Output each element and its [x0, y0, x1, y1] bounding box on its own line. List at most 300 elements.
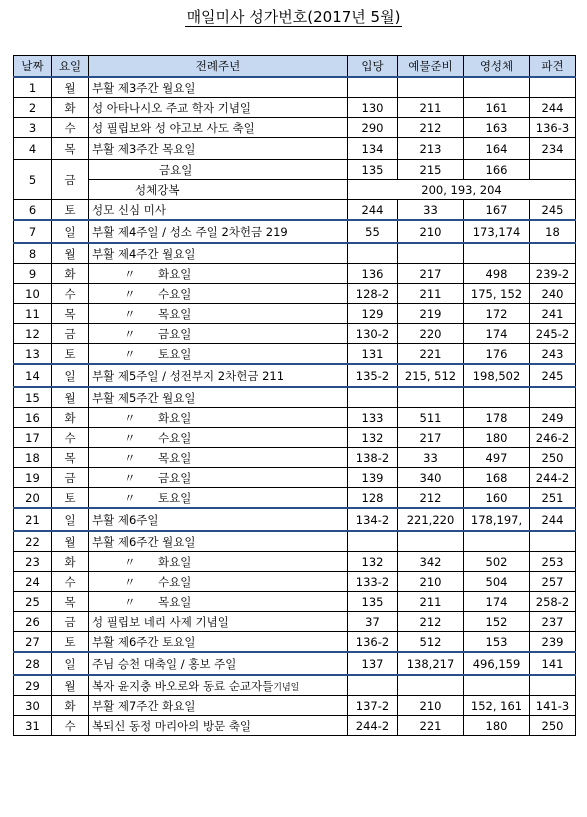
table-row — [14, 468, 576, 488]
table-row — [14, 138, 576, 160]
dismissal-cell — [530, 387, 576, 408]
entrance-cell: 37 — [348, 612, 398, 632]
date-cell: 26 — [14, 612, 52, 632]
communion-cell — [464, 531, 530, 552]
dismissal-cell — [530, 675, 576, 696]
table-row — [14, 408, 576, 428]
liturgy-name: 부활 제5주간 월요일 — [92, 390, 196, 405]
weekday-cell: 금 — [52, 324, 89, 344]
liturgy-name: 수요일 — [158, 430, 192, 445]
communion-cell: 176 — [464, 344, 530, 365]
date-cell: 14 — [14, 364, 52, 387]
liturgy-cell — [89, 468, 348, 488]
date-cell: 12 — [14, 324, 52, 344]
header-entrance: 입당 — [348, 56, 398, 78]
communion-cell: 502 — [464, 552, 530, 572]
table-row — [14, 264, 576, 284]
offertory-cell: 212 — [398, 612, 464, 632]
date-cell: 28 — [14, 652, 52, 675]
entrance-cell: 244 — [348, 200, 398, 221]
entrance-cell — [348, 77, 398, 98]
table-row — [14, 77, 576, 98]
offertory-cell: 211 — [398, 284, 464, 304]
ditto-mark: 〃 — [124, 410, 136, 425]
communion-cell — [464, 77, 530, 98]
liturgy-cell — [89, 531, 348, 552]
entrance-cell — [348, 387, 398, 408]
ditto-mark: 〃 — [124, 326, 136, 341]
entrance-cell: 290 — [348, 118, 398, 138]
entrance-cell: 133-2 — [348, 572, 398, 592]
benediction-hymns-cell: 200, 193, 204 — [348, 180, 576, 200]
date-cell: 4 — [14, 138, 52, 160]
offertory-cell: 219 — [398, 304, 464, 324]
liturgy-name: 목요일 — [158, 306, 192, 321]
liturgy-cell — [89, 675, 348, 696]
dismissal-cell: 250 — [530, 716, 576, 736]
liturgy-cell — [89, 428, 348, 448]
liturgy-cell-2: 성체강복 — [89, 180, 348, 200]
offertory-cell: 215 — [398, 160, 464, 180]
weekday-cell: 토 — [52, 200, 89, 221]
date-cell: 22 — [14, 531, 52, 552]
entrance-cell: 137-2 — [348, 696, 398, 716]
weekday-cell: 토 — [52, 344, 89, 365]
liturgy-cell — [89, 364, 348, 387]
date-cell: 15 — [14, 387, 52, 408]
entrance-cell: 135 — [348, 592, 398, 612]
liturgy-name: 성모 신심 미사 — [92, 202, 166, 217]
liturgy-cell — [89, 243, 348, 264]
weekday-cell: 일 — [52, 652, 89, 675]
liturgy-cell — [89, 200, 348, 221]
weekday-cell: 토 — [52, 488, 89, 509]
weekday-cell: 목 — [52, 592, 89, 612]
offertory-cell — [398, 675, 464, 696]
communion-cell: 178,197, — [464, 508, 530, 531]
communion-cell: 496,159 — [464, 652, 530, 675]
offertory-cell: 215, 512 — [398, 364, 464, 387]
date-cell: 24 — [14, 572, 52, 592]
liturgy-cell: 금요일 — [89, 160, 348, 180]
communion-cell: 167 — [464, 200, 530, 221]
weekday-cell: 월 — [52, 77, 89, 98]
liturgy-cell — [89, 118, 348, 138]
weekday-cell: 수 — [52, 118, 89, 138]
weekday-cell: 토 — [52, 632, 89, 653]
date-cell: 7 — [14, 220, 52, 243]
communion-cell: 172 — [464, 304, 530, 324]
date-cell: 20 — [14, 488, 52, 509]
weekday-cell: 월 — [52, 387, 89, 408]
entrance-cell: 134 — [348, 138, 398, 160]
table-row — [14, 612, 576, 632]
dismissal-cell — [530, 531, 576, 552]
communion-cell — [464, 387, 530, 408]
weekday-cell: 목 — [52, 448, 89, 468]
weekday-cell: 수 — [52, 284, 89, 304]
ditto-mark: 〃 — [124, 266, 136, 281]
communion-cell: 160 — [464, 488, 530, 509]
liturgy-cell — [89, 324, 348, 344]
entrance-cell: 131 — [348, 344, 398, 365]
offertory-cell: 221 — [398, 344, 464, 365]
communion-cell: 178 — [464, 408, 530, 428]
liturgy-name: 수요일 — [158, 286, 192, 301]
offertory-cell: 220 — [398, 324, 464, 344]
header-row — [14, 56, 576, 78]
liturgy-cell — [89, 448, 348, 468]
table-row — [14, 220, 576, 243]
dismissal-cell: 250 — [530, 448, 576, 468]
header-liturgy: 전례주년 — [89, 56, 348, 78]
date-cell: 13 — [14, 344, 52, 365]
weekday-cell: 금 — [52, 468, 89, 488]
offertory-cell: 211 — [398, 98, 464, 118]
weekday-cell: 금 — [52, 612, 89, 632]
date-cell: 31 — [14, 716, 52, 736]
dismissal-cell: 246-2 — [530, 428, 576, 448]
liturgy-name: 부활 제3주간 목요일 — [92, 141, 196, 156]
liturgy-cell — [89, 408, 348, 428]
offertory-cell: 217 — [398, 428, 464, 448]
weekday-cell: 화 — [52, 696, 89, 716]
liturgy-name: 성 필립보 네리 사제 기념일 — [92, 614, 229, 629]
offertory-cell: 221,220 — [398, 508, 464, 531]
dismissal-cell: 239 — [530, 632, 576, 653]
ditto-mark: 〃 — [124, 490, 136, 505]
entrance-cell: 135-2 — [348, 364, 398, 387]
liturgy-cell — [89, 508, 348, 531]
date-cell: 19 — [14, 468, 52, 488]
offertory-cell: 221 — [398, 716, 464, 736]
entrance-cell: 139 — [348, 468, 398, 488]
date-cell: 30 — [14, 696, 52, 716]
liturgy-cell — [89, 632, 348, 653]
offertory-cell: 213 — [398, 138, 464, 160]
offertory-cell: 212 — [398, 118, 464, 138]
date-cell: 8 — [14, 243, 52, 264]
table-row — [14, 200, 576, 221]
dismissal-cell: 141 — [530, 652, 576, 675]
liturgy-cell — [89, 77, 348, 98]
liturgy-cell — [89, 572, 348, 592]
ditto-mark: 〃 — [124, 286, 136, 301]
dismissal-cell: 18 — [530, 220, 576, 243]
entrance-cell: 55 — [348, 220, 398, 243]
date-cell: 9 — [14, 264, 52, 284]
table-row — [14, 716, 576, 736]
offertory-cell: 211 — [398, 592, 464, 612]
table-row — [14, 531, 576, 552]
offertory-cell — [398, 77, 464, 98]
dismissal-cell: 245-2 — [530, 324, 576, 344]
dismissal-cell: 244-2 — [530, 468, 576, 488]
date-cell: 21 — [14, 508, 52, 531]
liturgy-name: 복자 윤지충 바오로와 동료 순교자들 — [92, 678, 274, 693]
communion-cell: 498 — [464, 264, 530, 284]
liturgy-name: 토요일 — [158, 490, 192, 505]
offertory-cell: 212 — [398, 488, 464, 509]
communion-cell: 164 — [464, 138, 530, 160]
dismissal-cell: 241 — [530, 304, 576, 324]
liturgy-name: 성 아타나시오 주교 학자 기념일 — [92, 100, 252, 115]
ditto-mark: 〃 — [124, 554, 136, 569]
header-date: 날짜 — [14, 56, 52, 78]
date-cell: 23 — [14, 552, 52, 572]
dismissal-cell: 234 — [530, 138, 576, 160]
liturgy-name: 부활 제5주일 / 성전부지 2차헌금 211 — [92, 368, 285, 383]
liturgy-name: 부활 제6주간 토요일 — [92, 634, 196, 649]
dismissal-cell — [530, 160, 576, 180]
table-row — [14, 304, 576, 324]
table-row — [14, 488, 576, 509]
table-row — [14, 364, 576, 387]
weekday-cell: 일 — [52, 220, 89, 243]
liturgy-name: 화요일 — [158, 266, 192, 281]
liturgy-name: 부활 제6주간 월요일 — [92, 534, 196, 549]
header-dismissal: 파견 — [530, 56, 576, 78]
weekday-cell: 금 — [52, 160, 89, 200]
weekday-cell: 월 — [52, 243, 89, 264]
table-row — [14, 652, 576, 675]
table-row — [14, 552, 576, 572]
table-row — [14, 387, 576, 408]
dismissal-cell — [530, 243, 576, 264]
offertory-cell: 210 — [398, 220, 464, 243]
table-row — [14, 160, 576, 180]
date-cell: 11 — [14, 304, 52, 324]
dismissal-cell: 136-3 — [530, 118, 576, 138]
ditto-mark: 〃 — [124, 306, 136, 321]
communion-cell: 174 — [464, 592, 530, 612]
entrance-cell: 137 — [348, 652, 398, 675]
communion-cell: 175, 152 — [464, 284, 530, 304]
weekday-cell: 목 — [52, 304, 89, 324]
offertory-cell: 210 — [398, 572, 464, 592]
weekday-cell: 수 — [52, 428, 89, 448]
entrance-cell: 136-2 — [348, 632, 398, 653]
liturgy-name: 부활 제4주일 / 성소 주일 2차헌금 219 — [92, 224, 288, 239]
entrance-cell: 128 — [348, 488, 398, 509]
offertory-cell: 33 — [398, 448, 464, 468]
offertory-cell: 217 — [398, 264, 464, 284]
offertory-cell — [398, 243, 464, 264]
table-row — [14, 180, 576, 200]
dismissal-cell — [530, 77, 576, 98]
table-row — [14, 696, 576, 716]
liturgy-name: 금요일 — [158, 326, 192, 341]
table-row — [14, 344, 576, 365]
liturgy-name: 성 필립보와 성 야고보 사도 축일 — [92, 120, 255, 135]
dismissal-cell: 237 — [530, 612, 576, 632]
liturgy-name: 부활 제3주간 월요일 — [92, 80, 196, 95]
dismissal-cell: 244 — [530, 98, 576, 118]
liturgy-cell — [89, 220, 348, 243]
dismissal-cell: 243 — [530, 344, 576, 365]
entrance-cell: 244-2 — [348, 716, 398, 736]
ditto-mark: 〃 — [124, 430, 136, 445]
date-cell: 16 — [14, 408, 52, 428]
communion-cell: 180 — [464, 428, 530, 448]
dismissal-cell: 258-2 — [530, 592, 576, 612]
communion-cell: 161 — [464, 98, 530, 118]
weekday-cell: 일 — [52, 364, 89, 387]
dismissal-cell: 249 — [530, 408, 576, 428]
entrance-cell: 130-2 — [348, 324, 398, 344]
liturgy-name-suffix: 기념일 — [273, 682, 300, 693]
liturgy-name: 부활 제4주간 월요일 — [92, 246, 196, 261]
weekday-cell: 화 — [52, 552, 89, 572]
liturgy-cell — [89, 264, 348, 284]
date-cell: 5 — [14, 160, 52, 200]
dismissal-cell: 245 — [530, 364, 576, 387]
communion-cell — [464, 675, 530, 696]
entrance-cell: 128-2 — [348, 284, 398, 304]
table-row — [14, 508, 576, 531]
weekday-cell: 화 — [52, 408, 89, 428]
table-row — [14, 448, 576, 468]
communion-cell: 168 — [464, 468, 530, 488]
offertory-cell: 342 — [398, 552, 464, 572]
table-row — [14, 675, 576, 696]
liturgy-name: 화요일 — [158, 554, 192, 569]
liturgy-name: 복되신 동정 마리아의 방문 축일 — [92, 718, 252, 733]
entrance-cell: 132 — [348, 552, 398, 572]
ditto-mark: 〃 — [124, 470, 136, 485]
offertory-cell: 138,217 — [398, 652, 464, 675]
weekday-cell: 목 — [52, 138, 89, 160]
ditto-mark: 〃 — [124, 346, 136, 361]
offertory-cell — [398, 531, 464, 552]
entrance-cell: 133 — [348, 408, 398, 428]
date-cell: 2 — [14, 98, 52, 118]
offertory-cell — [398, 387, 464, 408]
date-cell: 27 — [14, 632, 52, 653]
liturgy-name: 목요일 — [158, 450, 192, 465]
liturgy-cell — [89, 98, 348, 118]
dismissal-cell: 239-2 — [530, 264, 576, 284]
date-cell: 25 — [14, 592, 52, 612]
entrance-cell: 136 — [348, 264, 398, 284]
weekday-cell: 월 — [52, 675, 89, 696]
offertory-cell: 33 — [398, 200, 464, 221]
communion-cell: 152, 161 — [464, 696, 530, 716]
date-cell: 6 — [14, 200, 52, 221]
communion-cell: 497 — [464, 448, 530, 468]
liturgy-cell — [89, 652, 348, 675]
liturgy-name: 부활 제7주간 화요일 — [92, 698, 196, 713]
liturgy-name: 금요일 — [158, 470, 192, 485]
table-row — [14, 98, 576, 118]
communion-cell: 198,502 — [464, 364, 530, 387]
page-title: 매일미사 성가번호(2017년 5월) — [186, 8, 401, 26]
table-row — [14, 324, 576, 344]
header-weekday: 요일 — [52, 56, 89, 78]
communion-cell: 163 — [464, 118, 530, 138]
dismissal-cell: 141-3 — [530, 696, 576, 716]
date-cell: 29 — [14, 675, 52, 696]
entrance-cell — [348, 243, 398, 264]
dismissal-cell: 240 — [530, 284, 576, 304]
dismissal-cell: 244 — [530, 508, 576, 531]
entrance-cell: 135 — [348, 160, 398, 180]
table-row — [14, 592, 576, 612]
communion-cell: 166 — [464, 160, 530, 180]
liturgy-name: 수요일 — [158, 574, 192, 589]
weekday-cell: 화 — [52, 264, 89, 284]
communion-cell: 153 — [464, 632, 530, 653]
communion-cell: 180 — [464, 716, 530, 736]
liturgy-cell — [89, 592, 348, 612]
entrance-cell: 130 — [348, 98, 398, 118]
dismissal-cell: 251 — [530, 488, 576, 509]
communion-cell: 504 — [464, 572, 530, 592]
table-row — [14, 632, 576, 653]
liturgy-cell — [89, 387, 348, 408]
liturgy-cell — [89, 716, 348, 736]
weekday-cell: 화 — [52, 98, 89, 118]
offertory-cell: 511 — [398, 408, 464, 428]
liturgy-cell — [89, 552, 348, 572]
liturgy-cell — [89, 284, 348, 304]
dismissal-cell: 257 — [530, 572, 576, 592]
date-cell: 10 — [14, 284, 52, 304]
entrance-cell — [348, 675, 398, 696]
liturgy-name: 목요일 — [158, 594, 192, 609]
liturgy-cell — [89, 488, 348, 509]
liturgy-cell — [89, 344, 348, 365]
liturgy-cell — [89, 304, 348, 324]
weekday-cell: 월 — [52, 531, 89, 552]
offertory-cell: 512 — [398, 632, 464, 653]
communion-cell: 173,174 — [464, 220, 530, 243]
weekday-cell: 수 — [52, 716, 89, 736]
table-row — [14, 428, 576, 448]
liturgy-name: 화요일 — [158, 410, 192, 425]
entrance-cell: 132 — [348, 428, 398, 448]
table-row — [14, 572, 576, 592]
communion-cell — [464, 243, 530, 264]
entrance-cell — [348, 531, 398, 552]
communion-cell: 174 — [464, 324, 530, 344]
header-offertory: 예물준비 — [398, 56, 464, 78]
entrance-cell: 134-2 — [348, 508, 398, 531]
ditto-mark: 〃 — [124, 594, 136, 609]
ditto-mark: 〃 — [124, 450, 136, 465]
liturgy-cell — [89, 138, 348, 160]
liturgy-name: 부활 제6주일 — [92, 512, 159, 527]
table-row — [14, 118, 576, 138]
date-cell: 18 — [14, 448, 52, 468]
communion-cell: 152 — [464, 612, 530, 632]
weekday-cell: 수 — [52, 572, 89, 592]
dismissal-cell: 245 — [530, 200, 576, 221]
table-row — [14, 243, 576, 264]
liturgy-name: 토요일 — [158, 346, 192, 361]
entrance-cell: 138-2 — [348, 448, 398, 468]
ditto-mark: 〃 — [124, 574, 136, 589]
header-communion: 영성체 — [464, 56, 530, 78]
offertory-cell: 340 — [398, 468, 464, 488]
date-cell: 17 — [14, 428, 52, 448]
date-cell: 1 — [14, 77, 52, 98]
liturgy-cell — [89, 612, 348, 632]
date-cell: 3 — [14, 118, 52, 138]
entrance-cell: 129 — [348, 304, 398, 324]
liturgy-cell — [89, 696, 348, 716]
table-row — [14, 284, 576, 304]
